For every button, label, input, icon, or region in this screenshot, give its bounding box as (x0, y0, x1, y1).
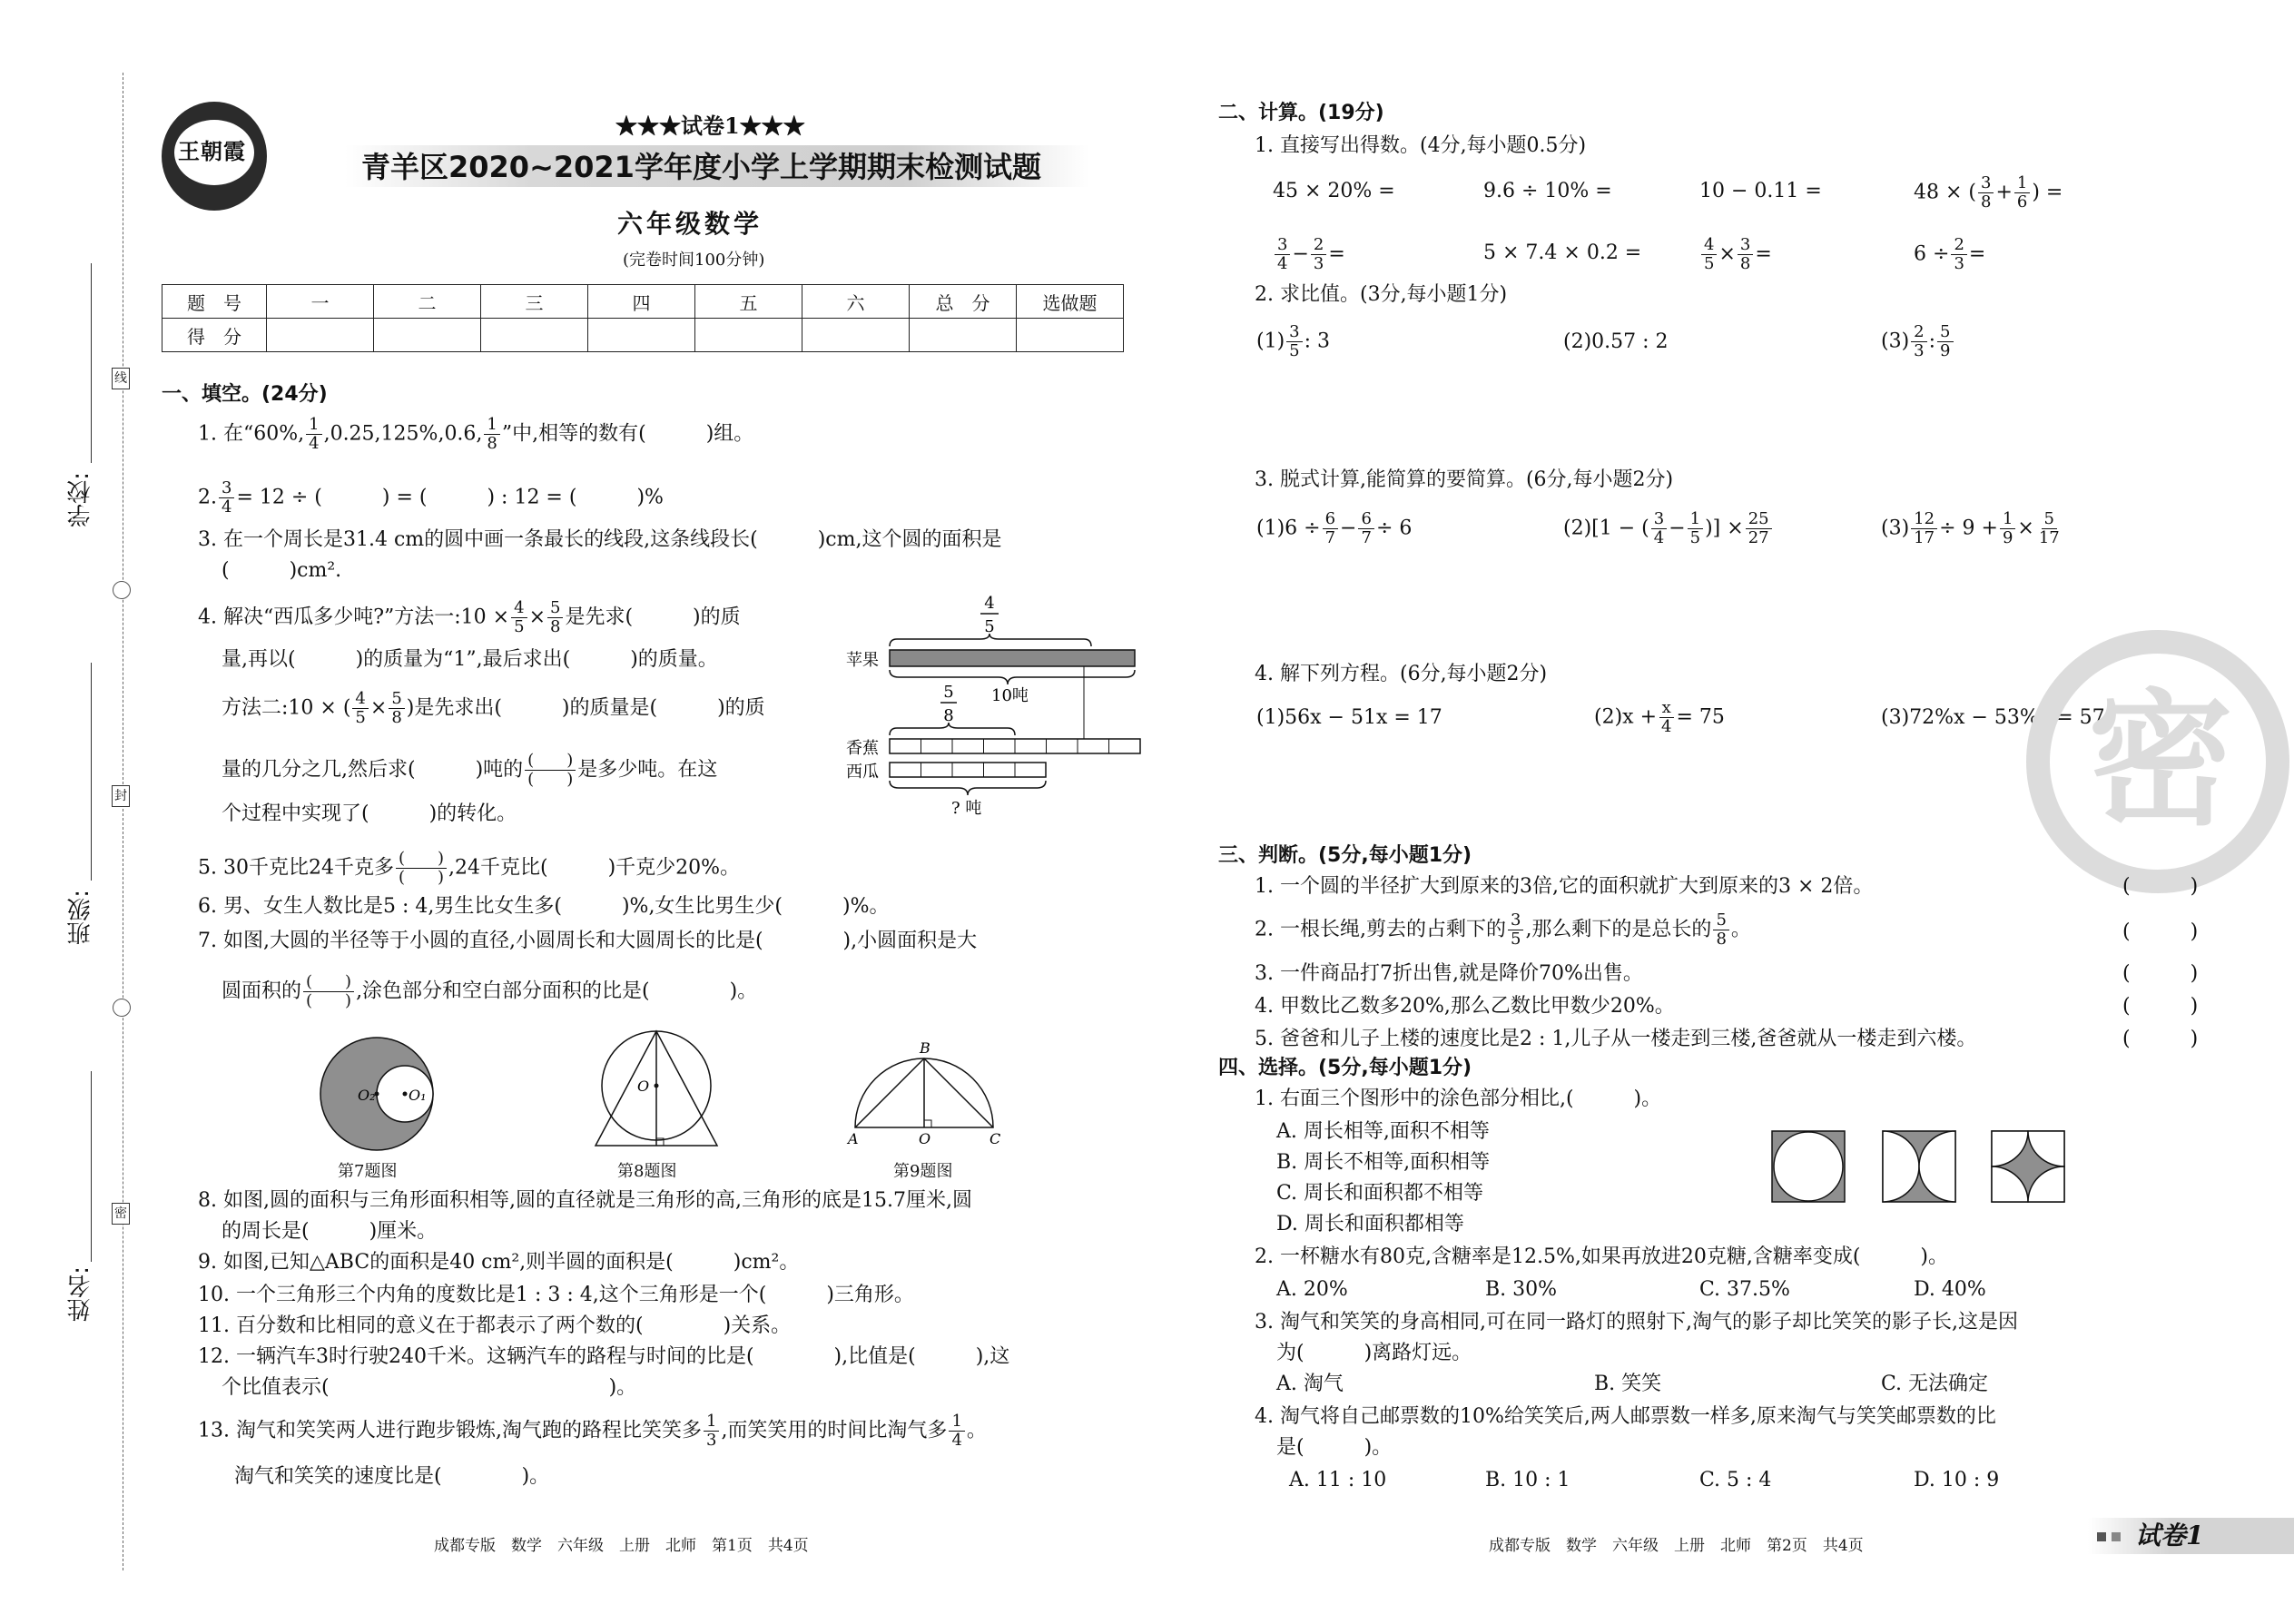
question-11: 11. 百分数和比相同的意义在于都表示了两个数的( )关系。 (198, 1314, 792, 1337)
page-title: 青羊区2020~2021学年度小学上学期期末检测试题 (361, 150, 1041, 184)
judge-5: 5. 爸爸和儿子上楼的速度比是2 : 1,儿子从一楼走到三楼,爸爸就从一楼走到六楼。 (1255, 1028, 1977, 1050)
calc-2b: (2)0.57 : 2 (1563, 330, 1669, 353)
choice-4-option-c[interactable]: C. 5 : 4 (1699, 1469, 1772, 1491)
name-line (91, 1071, 92, 1262)
score-input-cell[interactable] (802, 319, 910, 352)
score-input-cell[interactable] (588, 319, 695, 352)
question-4-line-4: 量的几分之几,然后求( )吨的 $\frac{( )}{( )}$ 是多少吨。在这 (222, 751, 718, 789)
score-table-cell: 五 (695, 285, 802, 319)
figure-7 (318, 1035, 436, 1153)
figure-9-label-b: B (920, 1039, 930, 1057)
name-label: 姓名: (67, 1266, 94, 1322)
choice-3-line-1: 3. 淘气和笑笑的身高相同,可在同一路灯的照射下,淘气的影子却比笑笑的影子长,这是因 (1255, 1311, 2018, 1334)
corner-tab-square-2 (2112, 1532, 2121, 1541)
binding-circle-2 (113, 999, 131, 1017)
mark-feng: 封 (112, 785, 130, 807)
question-3-line-1: 3. 在一个周长是31.4 cm的圆中画一条最长的线段,这条线段长( )cm,这个圆的面积是 (198, 528, 1002, 551)
mark-xian: 线 (112, 368, 130, 389)
calc-4a: (1)56x − 51x = 17 (1256, 706, 1442, 729)
class-line (91, 663, 92, 881)
score-table-header-row (162, 285, 1124, 319)
question-13-line-1: 13. 淘气和笑笑两人进行跑步锻炼,淘气跑的路程比笑笑多 $\frac{1}{3}$ ,而笑笑用的时间比淘气多 $\frac{1}{4}$ 。 (198, 1412, 987, 1450)
question-1: 1. 在“60%, $\frac{1}{4}$ ,0.25,125%,0.6, $\frac{1}{8}$ ”中,相等的数有( )组。 (198, 415, 754, 453)
binding-circle-1 (113, 581, 131, 599)
choice-1: 1. 右面三个图形中的涂色部分相比,( )。 (1255, 1088, 1662, 1110)
diagram-bottom-brace (890, 670, 1135, 684)
question-3-line-2: ( )cm². (222, 559, 342, 582)
left-footer: 成都专版 数学 六年级 上册 北师 第1页 共4页 (434, 1537, 809, 1555)
score-input-cell[interactable] (267, 319, 374, 352)
choice-3-option-b[interactable]: B. 笑笑 (1594, 1373, 1662, 1395)
figure-8-caption: 第8题图 (617, 1162, 677, 1181)
calc-3b: (2)[1 − ( $\frac{3}{4}$ − $\frac{1}{5}$ )] × $\frac{25}{27}$ (1563, 510, 1774, 547)
score-input-cell[interactable] (1017, 319, 1124, 352)
section-2-title: 二、计算。(19分) (1218, 102, 1384, 124)
school-line (91, 263, 92, 463)
question-12-line-1: 12. 一辆汽车3时行驶240千米。这辆汽车的路程与时间的比是( ),比值是( ),这 (198, 1345, 1010, 1368)
figure-8-label-o: O (637, 1078, 650, 1095)
judge-2: 2. 一根长绳,剪去的占剩下的 $\frac{3}{5}$ ,那么剩下的是总长的 $\frac{5}{8}$ 。 (1255, 910, 1751, 949)
choice-2-option-c[interactable]: C. 37.5% (1699, 1278, 1790, 1301)
score-input-cell[interactable] (695, 319, 802, 352)
score-table-cell: 六 (802, 285, 910, 319)
score-input-cell[interactable] (481, 319, 588, 352)
score-input-cell[interactable] (374, 319, 481, 352)
diagram-banana-label: 香蕉 (846, 739, 879, 758)
shape-1 (1772, 1131, 1845, 1202)
calc-1f: 5 × 7.4 × 0.2 = (1483, 241, 1642, 264)
calc-1h: 6 ÷ $\frac{2}{3}$ = (1914, 235, 1986, 273)
score-table-score-row (162, 319, 1124, 352)
choice-4-line-2: 是( )。 (1276, 1436, 1393, 1459)
figure-7-caption: 第7题图 (338, 1162, 398, 1181)
choice-1-option-d[interactable]: D. 周长和面积都相等 (1276, 1213, 1464, 1235)
question-12-line-2: 个比值表示( )。 (222, 1376, 637, 1399)
diagram-apple-label: 苹果 (846, 651, 879, 670)
calc-1-title: 1. 直接写出得数。(4分,每小题0.5分) (1255, 134, 1587, 157)
judge-3-answer[interactable]: ( ) (2122, 962, 2199, 985)
calc-3-title: 3. 脱式计算,能简算的要简算。(6分,每小题2分) (1255, 468, 1674, 491)
diagram-apple-bar (890, 650, 1135, 666)
score-table-cell: 二 (374, 285, 481, 319)
question-8-line-2: 的周长是( )厘米。 (222, 1220, 438, 1243)
subject-title: 六年级数学 (617, 209, 763, 239)
figure-7-label-o1: O₁ (409, 1087, 427, 1104)
diagram-mid-frac-den: 8 (943, 706, 954, 725)
paper-label: ★★★试卷1★★★ (615, 113, 805, 139)
calc-4b: (2)x + $\frac{x}{4}$ = 75 (1594, 698, 1725, 736)
diagram-top-brace (890, 634, 1091, 646)
question-4-line-1: 4. 解决“西瓜多少吨?”方法一:10 × $\frac{4}{5}$ × $\frac{5}{8}$ 是先求( )的质 (198, 598, 741, 636)
score-table-cell: 一 (267, 285, 374, 319)
figure-9-caption: 第9题图 (893, 1162, 953, 1181)
judge-1: 1. 一个圆的半径扩大到原来的3倍,它的面积就扩大到原来的3 × 2倍。 (1255, 875, 1874, 898)
calc-2-title: 2. 求比值。(3分,每小题1分) (1255, 283, 1508, 306)
score-table-cell: 三 (481, 285, 588, 319)
judge-1-answer[interactable]: ( ) (2122, 875, 2199, 898)
choice-3-option-c[interactable]: C. 无法确定 (1881, 1373, 1989, 1395)
question-10: 10. 一个三角形三个内角的度数比是1 : 3 : 4,这个三角形是一个( )三角形。 (198, 1284, 914, 1306)
figure-8 (588, 1020, 724, 1156)
question-2: 2. $\frac{3}{4}$ = 12 ÷ ( ) = ( ) : 12 = ( )% (198, 478, 664, 517)
judge-2-answer[interactable]: ( ) (2122, 920, 2199, 943)
question-7-line-2: 圆面积的 $\frac{( )}{( )}$ ,涂色部分和空白部分面积的比是( )。 (222, 972, 758, 1010)
judge-4: 4. 甲数比乙数多20%,那么乙数比甲数少20%。 (1255, 995, 1675, 1018)
corner-tab-square-1 (2097, 1532, 2106, 1541)
diagram-top-frac-den: 5 (984, 617, 995, 636)
figure-9-label-o: O (919, 1130, 931, 1147)
shape-3 (1992, 1131, 2064, 1202)
right-footer: 成都专版 数学 六年级 上册 北师 第2页 共4页 (1489, 1537, 1864, 1555)
calc-2c: (3) $\frac{2}{3}$ : $\frac{5}{9}$ (1881, 323, 1955, 360)
logo-text: 王朝霞 (178, 138, 246, 164)
calc-1c: 10 − 0.11 = (1699, 180, 1822, 202)
question-4-line-2: 量,再以( )的质量为“1”,最后求出( )的质量。 (222, 648, 718, 671)
choice-4-option-d[interactable]: D. 10 : 9 (1914, 1469, 2000, 1491)
diagram-watermelon-brace (890, 781, 1046, 795)
question-4-line-5: 个过程中实现了( )的转化。 (222, 802, 517, 825)
choice-1-option-c[interactable]: C. 周长和面积都不相等 (1276, 1182, 1484, 1205)
choice-4-line-1: 4. 淘气将自己邮票数的10%给笑笑后,两人邮票数一样多,原来淘气与笑笑邮票数的比 (1255, 1405, 1996, 1428)
mark-mi: 密 (112, 1203, 130, 1225)
diagram-unknown-label: ? 吨 (951, 799, 982, 817)
score-input-cell[interactable] (910, 319, 1017, 352)
secret-watermark-text: 密 (2088, 674, 2234, 845)
figure-9 (842, 1020, 1006, 1147)
time-note: (完卷时间100分钟) (623, 251, 765, 270)
calc-1e: $\frac{3}{4}$ − $\frac{2}{3}$ = (1273, 236, 1345, 273)
choice-2-option-d[interactable]: D. 40% (1914, 1278, 1986, 1301)
figure-9-label-a: A (848, 1130, 859, 1147)
calc-1d: 48 × ( $\frac{3}{8}$ + $\frac{1}{6}$ ) = (1914, 173, 2063, 212)
judge-4-answer[interactable]: ( ) (2122, 995, 2199, 1018)
diagram-top-frac-num: 4 (984, 594, 995, 613)
question-5: 5. 30千克比24千克多 $\frac{( )}{( )}$ ,24千克比( )千克少20%。 (198, 849, 741, 887)
score-table-cell: 题 号 (162, 285, 267, 319)
diagram-mid-frac-num: 5 (943, 683, 954, 702)
choice-1-shapes (1770, 1129, 2070, 1206)
choice-4-option-a[interactable]: A. 11 : 10 (1289, 1469, 1387, 1491)
choice-4-option-b[interactable]: B. 10 : 1 (1485, 1469, 1570, 1491)
choice-3-line-2: 为( )离路灯远。 (1276, 1342, 1472, 1364)
question-4-bar-diagram (835, 590, 1144, 817)
choice-1-option-b[interactable]: B. 周长不相等,面积相等 (1276, 1151, 1491, 1174)
choice-2-option-a[interactable]: A. 20% (1276, 1278, 1348, 1301)
question-4-line-3: 方法二:10 × ( $\frac{4}{5}$ × $\frac{5}{8}$ )是先求出( )的质量是( )的质 (222, 689, 765, 727)
choice-2: 2. 一杯糖水有80克,含糖率是12.5%,如果再放进20克糖,含糖率变成( )。 (1255, 1245, 1949, 1268)
calc-4-title: 4. 解下列方程。(6分,每小题2分) (1255, 663, 1548, 685)
school-label: 学校: (67, 472, 94, 527)
calc-2a: (1) $\frac{3}{5}$ : 3 (1256, 322, 1331, 360)
calc-4c: (3)72%x − 53%x = 57 (1881, 706, 2105, 729)
diagram-tons-label: 10吨 (991, 686, 1029, 705)
score-table-cell: 总 分 (910, 285, 1017, 319)
calc-1b: 9.6 ÷ 10% = (1483, 180, 1612, 202)
figure-9-label-c: C (989, 1130, 1001, 1147)
question-13-line-2: 淘气和笑笑的速度比是( )。 (234, 1465, 550, 1488)
calc-3c: (3) $\frac{12}{17}$ ÷ 9 + $\frac{1}{9}$ × $\frac{5}{17}$ (1881, 509, 2060, 547)
shape-2 (1883, 1131, 1955, 1202)
question-9: 9. 如图,已知△ABC的面积是40 cm²,则半圆的面积是( )cm²。 (198, 1251, 800, 1274)
diagram-watermelon-label: 西瓜 (846, 763, 879, 782)
choice-3-option-a[interactable]: A. 淘气 (1276, 1373, 1344, 1395)
section-1-title: 一、填空。(24分) (162, 383, 328, 406)
calc-3a: (1)6 ÷ $\frac{6}{7}$ − $\frac{6}{7}$ ÷ 6 (1256, 509, 1413, 547)
section-4-title: 四、选择。(5分,每小题1分) (1218, 1057, 1472, 1079)
question-8-line-1: 8. 如图,圆的面积与三角形面积相等,圆的直径就是三角形的高,三角形的底是15.7厘米,圆 (198, 1189, 972, 1212)
choice-1-option-a[interactable]: A. 周长相等,面积不相等 (1276, 1120, 1490, 1143)
score-table (162, 284, 1124, 352)
calc-1a: 45 × 20% = (1273, 180, 1395, 202)
score-table-cell: 选做题 (1017, 285, 1124, 319)
choice-2-option-b[interactable]: B. 30% (1485, 1278, 1558, 1301)
diagram-watermelon-bar (890, 763, 1046, 777)
judge-5-answer[interactable]: ( ) (2122, 1028, 2199, 1050)
score-table-cell: 四 (588, 285, 695, 319)
score-table-cell: 得 分 (162, 319, 267, 352)
class-label: 班级: (67, 890, 94, 945)
calc-1g: $\frac{4}{5}$ × $\frac{3}{8}$ = (1699, 236, 1772, 273)
figure-7-label-o2: O₂ (358, 1087, 376, 1104)
section-3-title: 三、判断。(5分,每小题1分) (1218, 844, 1472, 867)
judge-3: 3. 一件商品打7折出售,就是降价70%出售。 (1255, 962, 1643, 985)
corner-label: 试卷1 (2135, 1521, 2204, 1550)
question-6: 6. 男、女生人数比是5 : 4,男生比女生多( )%,女生比男生少( )%。 (198, 895, 890, 918)
question-7-line-1: 7. 如图,大圆的半径等于小圆的直径,小圆周长和大圆周长的比是( ),小圆面积是大 (198, 930, 978, 952)
